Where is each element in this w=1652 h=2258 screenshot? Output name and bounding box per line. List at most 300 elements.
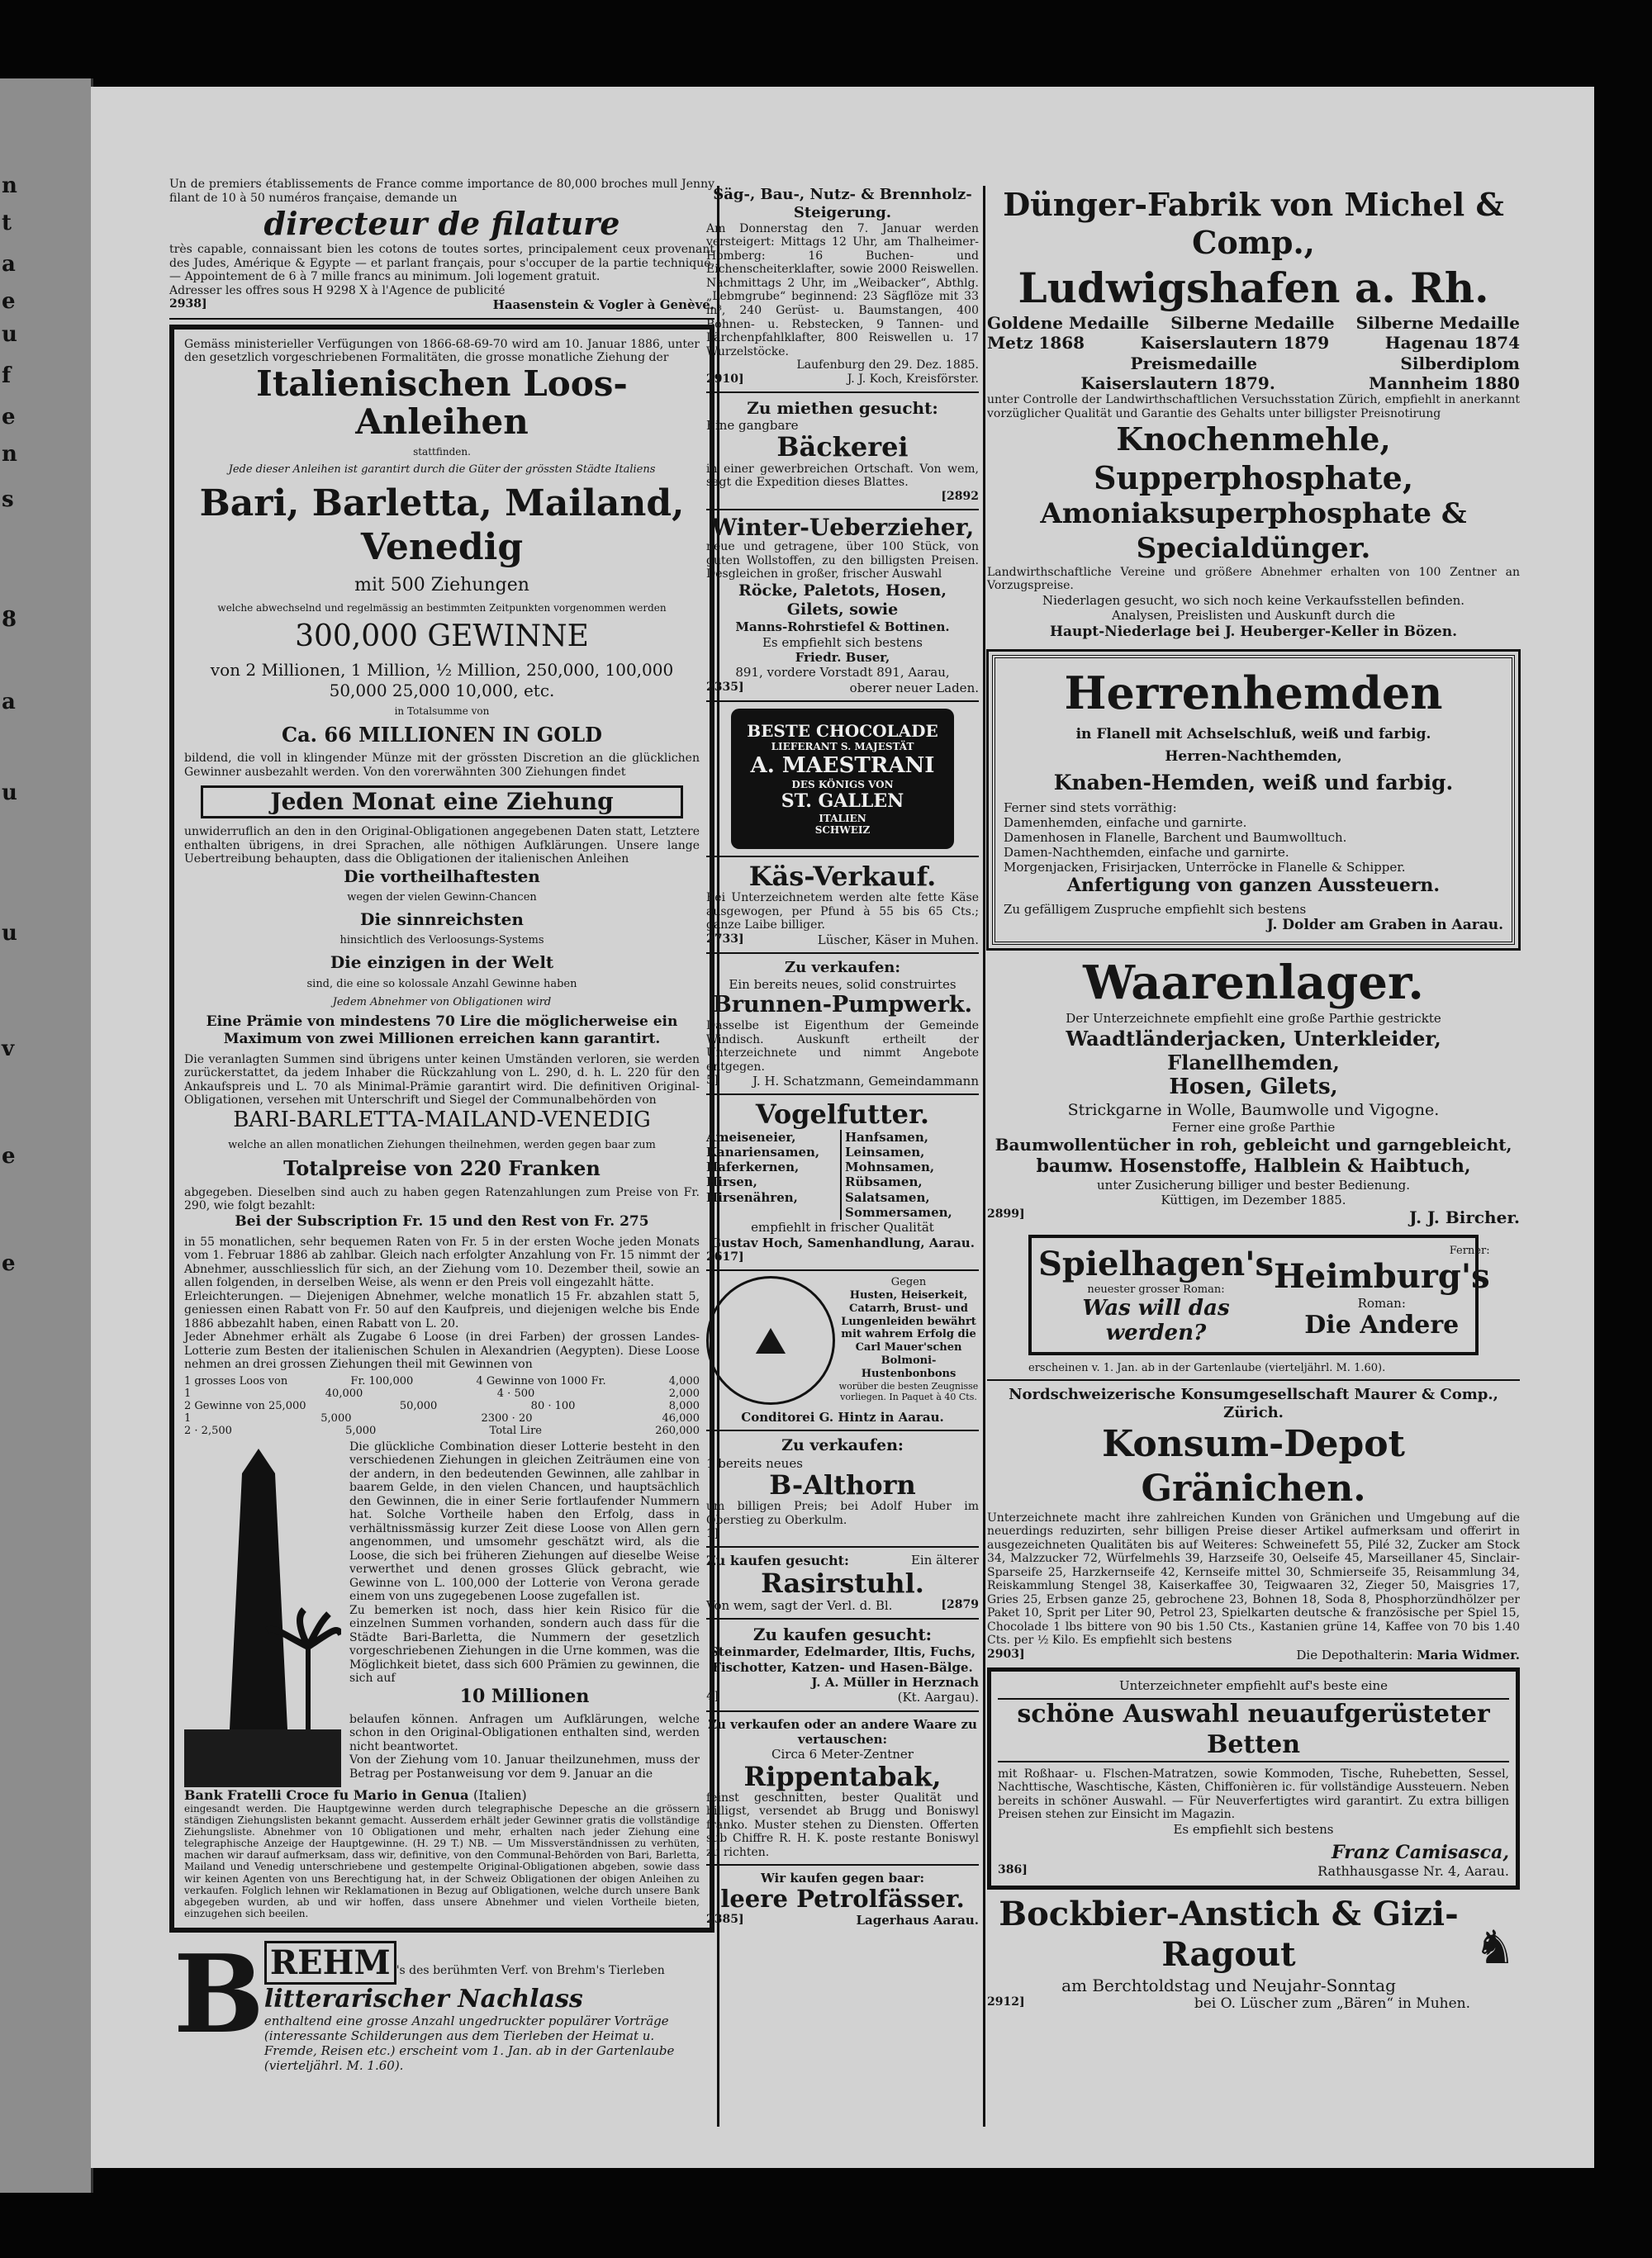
separator <box>706 700 979 702</box>
bockbier-footer <box>987 1995 1470 2013</box>
pump-number: 5] <box>706 1074 720 1088</box>
ad-agency: Haasenstein & Vogler à Genève. <box>492 297 714 313</box>
pump-body: Dasselbe ist Eigenthum der Gemeinde Windisch. Auskunft ertheilt der Unterzeichnete und nimmt Angebote entgegen. <box>706 1019 979 1074</box>
margin-char: 8 <box>2 607 17 632</box>
winter-more: Manns-Rohrstiefel & Bottinen. <box>735 619 950 635</box>
ad-intro: Un de premiers établissements de France comme importance de 80,000 broches mull Jenny filant de 10 à 50 numéros française, demande un <box>169 178 714 205</box>
lottery-total-note: bildend, die voll in klingender Münze mit der grössten Discretion an die glücklichen Gewinner ausbezahlt werden. Von den vorerwähnten 300 Ziehungen findet <box>184 752 700 779</box>
bank-country: (Italien) <box>473 1786 527 1803</box>
prize-cell: 2300 · 20 <box>481 1411 533 1425</box>
column-2 <box>706 91 979 1933</box>
medal-cell: Silberdiplom <box>1400 353 1520 373</box>
beds-l2: mit Roßhaar- u. Flschen-Matratzen, sowie Kommoden, Tische, Ruhebetten, Sessel, Nachttische, Waschtische, Kästen, Chiffonièren ic. für vollständige Aussteuern. Neben bereits in schöner Auswahl. — Für Neuverfertigtes wird garantirt. Zu extra billigen Preisen stehen zur Einsicht im Magazin. <box>998 1767 1509 1822</box>
separator <box>706 1864 979 1866</box>
column-1 <box>169 91 714 1938</box>
cheese-title: Käs-Verkauf. <box>748 860 937 892</box>
medal-cell: Metz 1868 <box>987 333 1085 353</box>
lottery-risk-note: Zu bemerken ist noch, dass hier kein Risico für die einzelnen Summen vorhanden, sondern auch dass für die Städte Bari-Barletta, die Nummern der gesetzlich vorgeschriebenen Ziehungen in die Urne kommen, was die Möglichkeit bietet, dass sich 600 Prämien zu gewinnen, die sich auf <box>349 1603 700 1686</box>
lottery-bblmv-note: welche an allen monatlichen Ziehungen theilnehmen, werden gegen baar zum <box>228 1138 656 1151</box>
warehouse-l8: unter Zusicherung billiger und bester Bedienung. <box>1097 1177 1410 1193</box>
lottery-lower-text <box>349 1440 700 1787</box>
bakery-ad <box>706 398 979 504</box>
fertilizer-depot: Haupt-Niederlage bei J. Heuberger-Keller in Bözen. <box>1049 623 1458 640</box>
fertilizer-note2: Niederlagen gesucht, wo sich noch keine Verkaufsstellen befinden. <box>1042 593 1465 608</box>
bakery-sub: Eine gangbare <box>706 418 799 434</box>
spielhagen-right <box>1274 1245 1490 1345</box>
razor-header <box>706 1553 979 1569</box>
winter-address: 891, vordere Vorstadt 891, Aarau, <box>735 665 950 681</box>
wood-title: Säg-, Bau-, Nutz- & Brennholz-Steigerung. <box>713 186 972 221</box>
tobacco-ad <box>706 1717 979 1860</box>
fertilizer-ad <box>987 186 1520 640</box>
prize-cell: 1 grosses Loos von <box>184 1374 288 1388</box>
brehm-initial: B <box>173 1931 264 2057</box>
prize-cell: 4 Gewinne von 1000 Fr. <box>476 1374 606 1388</box>
konsum-footer <box>987 1648 1520 1663</box>
furs-footer <box>706 1690 979 1705</box>
lottery-p2-note: hinsichtlich des Verloosungs-Systems <box>339 934 544 947</box>
prize-cell: 5,000 <box>320 1411 352 1425</box>
pump-ad <box>706 959 979 1089</box>
prize-cell: 50,000 <box>399 1399 438 1412</box>
prize-row <box>184 1388 700 1400</box>
margin-char: u <box>2 780 17 805</box>
fertilizer-note3: Analysen, Preislisten und Auskunft durch die <box>1112 608 1395 624</box>
prize-cell: 1 <box>184 1387 192 1400</box>
bockbier-l1: am Berchtoldstag und Neujahr-Sonntag <box>1061 1975 1396 1995</box>
prize-row <box>184 1412 700 1425</box>
candy-shop: Conditorei G. Hintz in Aarau. <box>741 1410 944 1425</box>
lottery-each-buyer: Jedem Abnehmer von Obligationen wird <box>332 995 552 1008</box>
margin-char: a <box>2 252 16 277</box>
lottery-bblmv: BARI-BARLETTA-MAILAND-VENEDIG <box>233 1107 651 1132</box>
winter-ad <box>706 515 979 695</box>
bakery-name: Bäckerei <box>776 431 909 463</box>
shirts-l3: Knaben-Hemden, weiß und farbig. <box>1053 770 1454 795</box>
warehouse-title: Waarenlager. <box>1083 956 1424 1010</box>
margin-char: v <box>2 1036 15 1061</box>
brehm-text <box>264 1941 702 2073</box>
brehm-ad <box>173 1931 702 2114</box>
lottery-ten-million-note: belaufen können. Anfragen um Aufklärungen, welche schon in den Original-Obligationen enthalten sind, werden nicht beantwortet. <box>349 1712 700 1753</box>
lottery-combo-note: Die glückliche Combination dieser Lotterie besteht in den verschiedenen Ziehungen in gleichen Zeiträumen eine von der andern, in den bedeutenden Gewinnen, alle zahlbar in baarem Gelde, in den vielen Chancen, und hauptsächlich den Gewinnen, die in einer Serie fortlaufender Nummern hat. Solche Vortheile haben den Erfolg, dass in verhältnissmässig kurzer Zeit diese Loose von Allen gern angenommen, und umsomehr geschätzt wird, als die Loose, die sich bei früheren Ziehungen auf dieselbe Weise verwerthet und denen grosses Glück gebracht, wie Gewinne von L. 100,000 der Lotterie von Verona gerade einem von uns zugegebenen Loose zugefallen ist. <box>349 1440 700 1604</box>
fertilizer-title: Dünger-Fabrik von Michel & Comp., <box>1003 186 1504 262</box>
petrol-number: 2385] <box>706 1912 744 1926</box>
cheese-number: 2733] <box>706 932 744 946</box>
tobacco-name: Rippentabak, <box>743 1760 942 1792</box>
lottery-draws-note: welche abwechselnd und regelmässig an bestimmten Zeitpunkten vorgenommen werden <box>217 601 667 614</box>
althorn-body: um billigen Preis; bei Adolf Huber im Oberstieg zu Oberkulm. <box>706 1499 979 1527</box>
spielhagen-left <box>1038 1245 1274 1345</box>
warehouse-footer <box>987 1207 1520 1227</box>
winter-items: Röcke, Paletots, Hosen, <box>738 581 947 600</box>
prize-cell: 2 Gewinne von 25,000 <box>184 1399 306 1412</box>
margin-char: t <box>2 211 12 235</box>
separator <box>706 1269 979 1271</box>
bakery-title: Zu miethen gesucht: <box>747 397 938 418</box>
medal-cell: Mannheim 1880 <box>1369 372 1520 393</box>
lottery-prizes: 300,000 GEWINNE <box>295 619 589 654</box>
prize-cell: 46,000 <box>662 1411 700 1425</box>
brehm-header <box>173 1931 702 2073</box>
ad-headline: directeur de filature <box>263 205 620 243</box>
lottery-premium: Eine Prämie von mindestens 70 Lire die möglicherweise ein Maximum von zwei Millionen erreichen kann garantirt. <box>206 1013 678 1048</box>
razor-name: Rasirstuhl. <box>761 1567 924 1599</box>
winter-number: 2335] <box>706 680 744 694</box>
margin-char: n <box>2 173 17 198</box>
separator <box>706 1093 979 1095</box>
lottery-bank <box>184 1787 700 1803</box>
separator <box>706 1710 979 1712</box>
prize-cell: 1 <box>184 1411 192 1425</box>
prize-cell: 2,000 <box>668 1387 700 1400</box>
brehm-line1: 's des berühmten Verf. von Brehm's Tierleben <box>396 1964 665 1977</box>
separator <box>706 391 979 393</box>
bockbier-l2: bei O. Lüscher zum „Bären“ in Muhen. <box>1194 1995 1470 2012</box>
konsum-signer-block <box>1296 1648 1520 1663</box>
prize-cell: Fr. 100,000 <box>350 1374 414 1388</box>
separator <box>706 1618 979 1620</box>
candy-against: Gegen <box>890 1276 927 1289</box>
pump-name: Brunnen-Pumpwerk. <box>712 992 973 1018</box>
margin-char: n <box>2 442 17 467</box>
althorn-name: B-Althorn <box>769 1468 916 1501</box>
medal-cell: Preismedaille <box>1130 353 1257 373</box>
shirts-l7: Damen-Nachthemden, einfache und garnirte. <box>1004 845 1289 861</box>
prize-cell: 4,000 <box>668 1374 700 1388</box>
shirts-l2: Herren-Nachthemden, <box>1165 747 1342 765</box>
brehm-line <box>264 1941 702 1985</box>
mountain-walker-emblem-icon: ⛰ <box>706 1276 835 1405</box>
petrol-ad <box>706 1871 979 1927</box>
lottery-closing: eingesandt werden. Die Hauptgewinne werden durch telegraphische Depesche an die grössern ständigen Ziehungslisten bekannt gemacht. Ausserdem erhält jeder Gewinner gratis die vollständige Ziehungsliste. Abnehmer von 10 Obligationen und mehr, erhalten nach jeder Ziehung eine telegraphische Anzeige der Hauptgewinne. (H. 29 T.) NB. — Um Missverständnissen zu verhüten, machen wir darauf aufmerksam, dass wir, definitive, von den Communal-Behörden von Bari, Barletta, Mailand und Venedig unterschriebene und gestempelte Original-Obligationen abgeben, sowie dass wir keinen Agenten von uns Berechtigung hat, in der Schweiz Obligationen der obigen Anleihen zu verkaufen. Folglich lehnen wir Reklamationen in Bezug auf Obligationen, welche durch unsere Bank abgegeben wurden, ab und wir hoffen, dass unsere Abnehmer und vielen Vortheile bieten, einzugehen sich beeilen. <box>184 1802 700 1920</box>
medal-row <box>987 353 1520 373</box>
candy-note: worüber die besten Zeugnisse vorliegen. In Paquet à 40 Cts. <box>838 1380 979 1403</box>
separator <box>987 1379 1520 1381</box>
wood-footer <box>706 372 979 387</box>
birdfood-body: empfiehlt in frischer Qualität <box>751 1220 934 1236</box>
birdfood-lists <box>706 1130 979 1221</box>
spielhagen-book2: Die Andere <box>1304 1310 1460 1340</box>
shirts-l5: Damenhemden, einfache und garnirte. <box>1004 815 1247 831</box>
winter-suffix: oberer neuer Laden. <box>849 680 979 695</box>
spielhagen-name1: Spielhagen's <box>1038 1244 1274 1283</box>
winter-body: neue und getragene, über 100 Stück, von guten Wollstoffen, zu den billigsten Preisen. Desgleichen in großer, frischer Auswahl <box>706 540 979 581</box>
althorn-sub: 1 bereits neues <box>706 1455 803 1471</box>
cheese-signer: Lüscher, Käser in Muhen. <box>817 932 979 947</box>
separator <box>706 952 979 954</box>
lottery-cities: Bari, Barletta, Mailand, Venedig <box>199 481 685 569</box>
konsum-ad <box>987 1386 1520 1663</box>
chocolate-l6: ITALIEN <box>819 812 866 824</box>
konsum-number: 2903] <box>987 1647 1025 1661</box>
chocolate-l5: ST. GALLEN <box>781 790 904 813</box>
shirts-l10: Zu gefälligem Zuspruche empfiehlt sich bestens <box>1004 902 1307 917</box>
tobacco-sub: Circa 6 Meter-Zentner <box>771 1747 914 1762</box>
furs-body: Steinmarder, Edelmarder, Iltis, Fuchs, Fischotter, Katzen- und Hasen-Bälge. <box>710 1644 976 1675</box>
ad-footer <box>169 297 714 312</box>
pump-signer: J. H. Schatzmann, Gemeindammann <box>752 1074 979 1089</box>
lottery-p3: Die einzigen in der Welt <box>330 952 554 973</box>
furs-place: (Kt. Aargau). <box>897 1690 979 1705</box>
wood-signer: J. J. Koch, Kreisförster. <box>847 372 979 386</box>
lottery-price: Totalpreise von 220 Franken <box>283 1156 601 1181</box>
beds-name: Franz Camisasca, <box>1332 1841 1509 1863</box>
ad-body: très capable, connaissant bien les cotons de toutes sortes, principalement ceux provenant des Judes, Amérique & Egypte — et parlant français, pour s'occuper de la partie technique. — Appointement de 6 à 7 mille francs au minimum. Joli logement gratuit. <box>169 243 714 284</box>
birdfood-left: Ameiseneier, Kanariensamen, Haferkernen, Hirsen, Hirsenähren, <box>706 1129 820 1205</box>
lottery-relief: Erleichterungen. — Diejenigen Abnehmer, welche monatlich 15 Fr. abzahlen statt 5, geniessen einen Rabatt von Fr. 50 auf den Kaufpreis, und diejenigen welche bis Ende 1886 abbezahlt haben, einen Rabatt von L. 20. <box>184 1289 700 1331</box>
althorn-title: Zu verkaufen: <box>781 1436 904 1455</box>
pump-title: Zu verkaufen: <box>784 958 901 976</box>
althorn-number: 1] <box>706 1527 720 1541</box>
obelisk-illustration <box>184 1440 341 1787</box>
wood-auction <box>706 186 979 387</box>
column-3 <box>987 91 1520 2018</box>
warehouse-signer: J. J. Bircher. <box>1409 1207 1520 1228</box>
prize-row <box>184 1375 700 1388</box>
razor-ad <box>706 1553 979 1613</box>
razor-body: Von wem, sagt der Verl. d. Bl. <box>706 1597 893 1613</box>
warehouse-l6: Baumwollentücher in roh, gebleicht und garngebleicht, <box>995 1135 1512 1155</box>
brehm-title: litterarischer Nachlass <box>263 1985 583 2014</box>
birdfood-number: 2617] <box>706 1250 744 1264</box>
separator <box>706 856 979 857</box>
winter-name: Friedr. Buser, <box>795 649 890 665</box>
medal-table <box>987 313 1520 394</box>
beds-l1: Unterzeichneter empfiehlt auf's beste eine <box>1118 1678 1389 1694</box>
fertilizer-products2: Amoniaksuperphosphate & Specialdünger. <box>1040 497 1467 565</box>
petrol-title: Wir kaufen gegen baar: <box>760 1871 925 1886</box>
shirts-l8: Morgenjacken, Frisirjacken, Unterröcke in Flanelle & Schipper. <box>1004 860 1406 875</box>
margin-char: s <box>2 487 14 512</box>
separator <box>706 1430 979 1431</box>
shirts-ad <box>992 655 1515 945</box>
prize-cell: Total Lire <box>489 1424 542 1437</box>
margin-char: e <box>2 405 16 429</box>
warehouse-l5: Ferner eine große Parthie <box>1171 1120 1336 1136</box>
beds-address: Rathhausgasse Nr. 4, Aarau. <box>1317 1862 1509 1879</box>
konsum-body: Unterzeichnete macht ihre zahlreichen Kunden von Gränichen und Umgebung auf die neuerdings reduzirten, sehr billigen Preise dieser Artikel aufmerksam und offerirt in ausgezeichneten Qualitäten bis auf Weiteres: Schweinefett 55, Pilé 32, Zucker am Stock 34, Malzzucker 72, Würfelmehls 39, Harzseife 30, Oelseife 45, Marseillaner 45, Sinclair-Sparseife 25, Harzkernseife 42, Kernseife mittel 30, Schmierseife 35, Reisammlung 34, Reiskammlung Stengel 38, Kaiserkaffee 30, Teigwaaren 32, Zieger 50, Maisgries 17, Gries 25, Erbsen ganze 25, gebrochene 23, Bohnen 18, Soda 8, Phosphorzündhölzer per Paket 10, Sprit per Liter 90, Petrol 23, Spielkarten deutsche & französische per Spiel 15, Chocolade 1 lbs bittere von 90 bis 1.50 Cts., Kastanien grüne 14, Kaffee von 70 bis 1.40 Cts. per ½ Kilo. Es empfiehlt sich bestens <box>987 1511 1520 1648</box>
spielhagen-tag1: neuester grosser Roman: <box>1087 1283 1225 1296</box>
petrol-name: leere Petrolfässer. <box>720 1884 965 1913</box>
margin-char: a <box>2 690 16 714</box>
lottery-lower <box>184 1440 700 1787</box>
prize-cell: 4 · 500 <box>496 1387 535 1400</box>
tobacco-body: feinst geschnitten, bester Qualität und billigst, versendet ab Brugg und Boniswyl franko. Muster stehen zu Diensten. Offerten sub Chiffre R. H. K. poste restante Boniswyl zu richten. <box>706 1791 979 1859</box>
shirts-l9: Anfertigung von ganzen Aussteuern. <box>1066 875 1441 897</box>
lottery-stattfinden: stattfinden. <box>413 446 471 458</box>
warehouse-l7: baumw. Hosenstoffe, Halblein & Haibtuch, <box>1036 1155 1471 1177</box>
ad-directeur <box>169 178 714 313</box>
shirts-l6: Damenhosen in Flanelle, Barchent und Baumwolltuch. <box>1004 830 1347 846</box>
medal-cell: Hagenau 1874 <box>1384 333 1520 353</box>
warehouse-l3: Hosen, Gilets, <box>1169 1074 1338 1100</box>
prize-cell: 5,000 <box>345 1424 377 1437</box>
bockbier-text <box>987 1895 1470 2013</box>
lottery-monthly: Jeden Monat eine Ziehung <box>201 785 683 818</box>
lottery-price-note: abgegeben. Dieselben sind auch zu haben gegen Ratenzahlungen zum Preise von Fr. 290, wie folgt bezahlt: <box>184 1185 700 1213</box>
prize-row <box>184 1425 700 1437</box>
margin-char: e <box>2 289 16 314</box>
separator <box>706 509 979 510</box>
medal-cell: Silberne Medaille <box>1170 312 1335 333</box>
medal-cell: Goldene Medaille <box>987 312 1150 333</box>
candy-text <box>838 1276 979 1405</box>
konsum-title: Konsum-Depot Gränichen. <box>1102 1423 1405 1510</box>
spielhagen-footer: erscheinen v. 1. Jan. ab in der Gartenlaube (vierteljährl. M. 1.60). <box>1028 1361 1386 1374</box>
konsum-signer: Maria Widmer. <box>1417 1647 1520 1663</box>
birdfood-ad <box>706 1100 979 1264</box>
lottery-subscription: Bei der Subscription Fr. 15 und den Rest von Fr. 275 <box>235 1212 649 1230</box>
shirts-l4: Ferner sind stets vorräthig: <box>1004 800 1177 816</box>
warehouse-l1: Der Unterzeichnete empfiehlt eine große Parthie gestrickte <box>1066 1011 1441 1027</box>
warehouse-ad <box>987 955 1520 1228</box>
althorn-ad <box>706 1436 979 1541</box>
column-divider <box>983 186 985 2127</box>
prize-cell: 2 · 2,500 <box>184 1424 232 1437</box>
margin-char: e <box>2 1144 16 1169</box>
prize-row <box>184 1400 700 1412</box>
beds-footer <box>998 1863 1509 1879</box>
lottery-p3-note: sind, die eine so kolossale Anzahl Gewinne haben <box>306 977 577 990</box>
lottery-monthly-note: unwiderruflich an den in den Original-Obligationen angegebenen Daten statt, Letztere enthalten übrigens, in drei Sprachen, alle nöthigen Aufklärungen. Unsere lange Uebertreibung behaupten, dass die Obligationen der italienischen Anleihen <box>184 825 700 866</box>
chocolate-l7: SCHWEIZ <box>814 823 871 836</box>
lottery-amounts: von 2 Millionen, 1 Million, ½ Million, 250,000, 100,000 50,000 25,000 10,000, etc. <box>210 660 674 700</box>
prize-table <box>184 1375 700 1437</box>
previous-page-edge <box>0 78 93 2193</box>
ad-address: Adresser les offres sous H 9298 X à l'Agence de publicité <box>169 283 506 297</box>
margin-char: e <box>2 1251 16 1276</box>
warehouse-l4: Strickgarne in Wolle, Baumwolle und Vigogne. <box>1067 1100 1440 1119</box>
bakery-number: [2892 <box>941 489 979 503</box>
ad-number: 2938] <box>169 297 207 311</box>
chocolate-l2: LIEFERANT S. MAJESTÄT <box>771 741 914 753</box>
candy-body: Husten, Heiserkeit, Catarrh, Brust- und Lungenleiden bewährt mit wahrem Erfolg die Carl Mauer'schen Bolmoni-Hustenbonbons <box>841 1288 976 1381</box>
beds-number: 386] <box>998 1862 1028 1876</box>
separator <box>706 1546 979 1548</box>
spielhagen-book1: Was will das werden? <box>1082 1295 1230 1345</box>
brehm-body: enthaltend eine grosse Anzahl ungedruckter populärer Vorträge (interessante Schilderungen aus dem Tierleben der Heimat u. Fremde, Reisen etc.) erscheint vom 1. Jan. ab in der Gartenlaube (vierteljährl. M. 1.60). <box>263 2014 675 2073</box>
chocolate-l1: BESTE CHOCOLADE <box>747 721 938 742</box>
lottery-ten-million: 10 Millionen <box>459 1685 590 1707</box>
wood-date: Laufenburg den 29. Dez. 1885. <box>796 358 979 372</box>
lottery-total: Ca. 66 MILLIONEN IN GOLD <box>282 722 602 747</box>
cheese-body: Bei Unterzeichnetem werden alte fette Käse ausgewogen, per Pfund à 55 bis 65 Cts.; ganze Laibe billiger. <box>706 891 979 932</box>
beds-ad <box>987 1667 1520 1890</box>
pump-footer <box>706 1074 979 1089</box>
konsum-header: Nordschweizerische Konsumgesellschaft Maurer & Comp., Zürich. <box>1009 1386 1498 1422</box>
fertilizer-body: unter Controlle der Landwirthschaftlichen Versuchsstation Zürich, empfiehlt in anerkannt vorzüglicher Qualität und Garantie des Gehalts unter billigster Preisnotirung <box>987 393 1520 420</box>
margin-char: f <box>2 363 12 388</box>
shirts-signer: J. Dolder am Graben in Aarau. <box>1266 917 1503 933</box>
lottery-p1: Die vortheilhaftesten <box>344 866 540 886</box>
medal-row <box>987 333 1520 353</box>
maestrani-logo <box>731 709 954 849</box>
bockbier-ad <box>987 1895 1520 2013</box>
razor-title: Zu kaufen gesucht: <box>706 1553 849 1569</box>
beds-l3: Es empfiehlt sich bestens <box>1173 1821 1334 1837</box>
lottery-title: Italienischen Loos-Anleihen <box>256 363 628 442</box>
chocolate-l4: DES KÖNIGS VON <box>791 778 894 790</box>
fertilizer-products1: Knochenmehle, Supperphosphate, <box>1093 420 1414 496</box>
winter-title: Winter-Ueberzieher, <box>710 513 975 541</box>
prize-cell: 40,000 <box>325 1387 363 1400</box>
tobacco-title: Zu verkaufen oder an andere Waare zu vertauschen: <box>708 1716 977 1747</box>
chocolate-l3: A. MAESTRANI <box>750 752 935 778</box>
lottery-total-label: in Totalsumme von <box>394 705 490 718</box>
shirts-title: Herrenhemden <box>1064 666 1443 720</box>
fertilizer-note1: Landwirthschaftliche Vereine und größere Abnehmer erhalten von 100 Zentner an Vorzugspreise. <box>987 565 1520 593</box>
lottery-draws: mit 500 Ziehungen <box>354 574 529 595</box>
fertilizer-city: Ludwigshafen a. Rh. <box>1018 263 1489 312</box>
brehm-name: REHM <box>264 1941 396 1985</box>
birdfood-title: Vogelfutter. <box>755 1098 930 1131</box>
konsum-signer-label: Die Depothalterin: <box>1296 1647 1413 1663</box>
warehouse-number: 2899] <box>987 1207 1025 1222</box>
birdfood-name: Gustav Hoch, Samenhandlung, Aarau. <box>710 1235 975 1250</box>
spielhagen-tag2: Roman: <box>1357 1295 1406 1311</box>
candy-ad <box>706 1276 979 1405</box>
medal-row <box>987 313 1520 333</box>
prize-cell: 8,000 <box>668 1399 700 1412</box>
wood-body: Am Donnerstag den 7. Januar werden versteigert: Mittags 12 Uhr, am Thalheimer-Homberg: 16 Buchen- und Eichenscheiterklafter, sowie 2000 Reiswellen. Nachmittags 2 Uhr, im „Weibacker“, Abthlg. „Lebmgrube“ beginnend: 23 Sägflöze mit 33 m³, 240 Gerüst- u. Baumstangen, 400 Bohnen- u. Rebstecken, 9 Tannen- und Lärchenpfahlklafter, 800 Reiswellen u. 17 Wurzelstöcke. <box>706 221 979 358</box>
spielhagen-name2: Heimburg's <box>1273 1256 1490 1296</box>
petrol-footer <box>706 1913 979 1928</box>
margin-char: u <box>2 322 17 347</box>
medal-cell: Kaiserslautern 1879. <box>1080 372 1275 393</box>
cheese-footer <box>706 932 979 947</box>
furs-title: Zu kaufen gesucht: <box>752 1625 933 1645</box>
beds-title: schöne Auswahl neuaufgerüsteter Betten <box>998 1698 1509 1762</box>
spielhagen-ferner: Ferner: <box>1449 1244 1490 1257</box>
lottery-intro: Gemäss ministerieller Verfügungen von 1866-68-69-70 wird am 10. Januar 1886, unter den gesetzlich vorgeschriebenen Formalitäten, die grosse monatliche Ziehung der <box>184 337 700 365</box>
medal-row <box>987 373 1520 393</box>
lottery-subscription-note: in 55 monatlichen, sehr bequemen Raten von Fr. 5 in der ersten Woche jeden Monats vom 1. Februar 1886 ab zahlbar. Gleich nach erfolgter Anzahlung von Fr. 15 nimmt der Abnehmer, ausschliesslich für sich, an der Ziehung vom 10. Dezember theil, sowie an allen folgenden, in derselben Weise, als wenn er den Preis voll eingezahlt hätte. <box>184 1235 700 1290</box>
bank-name: Bank Fratelli Croce fu Mario in Genua <box>184 1786 469 1803</box>
separator <box>169 318 714 320</box>
razor-number: [2879 <box>941 1597 979 1611</box>
winter-gilets: Gilets, sowie <box>786 600 899 619</box>
warehouse-l2: Waadtländerjacken, Unterkleider, Flanellhemden, <box>1066 1026 1441 1074</box>
lottery-deadline: Von der Ziehung vom 10. Januar theilzunehmen, muss der Betrag per Postanweisung vor dem 9. Januar an die <box>349 1753 700 1781</box>
shirts-l1: in Flanell mit Achselschluß, weiß und farbig. <box>1075 726 1431 743</box>
pump-sub: Ein bereits neues, solid construirtes <box>729 976 957 992</box>
furs-name: J. A. Müller in Herznach <box>811 1675 979 1691</box>
lottery-refund-note: Die veranlagten Summen sind übrigens unter keinen Umständen verloren, sie werden zurückerstattet, da jedem Inhaber die Rückzahlung von L. 290, d. h. L. 220 für den Ankaufspreis und L. 70 als Minimal-Prämie garantirt wird. Die definitiven Original-Obligationen, versehen mit Unterschrift und Siegel der Communalbehörden von <box>184 1052 700 1108</box>
medal-cell: Silberne Medaille <box>1355 312 1520 333</box>
birdfood-right: Hanfsamen, Leinsamen, Mohnsamen, Rübsamen, Salatsamen, Sommersamen, <box>840 1130 979 1221</box>
petrol-signer: Lagerhaus Aarau. <box>856 1912 979 1928</box>
prize-cell: 80 · 100 <box>530 1399 576 1412</box>
lottery-p1-note: wegen der vielen Gewinn-Chancen <box>347 891 537 904</box>
razor-footer <box>706 1598 979 1613</box>
bockbier-number: 2912] <box>987 1995 1025 2009</box>
medal-cell: Kaiserslautern 1879 <box>1140 333 1330 353</box>
goat-icon: ♞ <box>1474 1921 1517 1976</box>
bakery-body: in einer gewerbreichen Ortschaft. Von wem, sagt die Expedition dieses Blattes. <box>706 462 979 490</box>
razor-sub: Ein älterer <box>910 1553 979 1568</box>
lottery-bonus: Jeder Abnehmer erhält als Zugabe 6 Loose (in drei Farben) der grossen Landes-Lotterie zum Besten der italienischen Schulen in Alexandrien (Aegypten). Diese Loose nehmen an drei grossen Ziehungen theil mit Gewinnen von <box>184 1331 700 1372</box>
lottery-guarantee: Jede dieser Anleihen ist garantirt durch die Güter der grössten Städte Italiens <box>228 463 656 476</box>
warehouse-l9: Küttigen, im Dezember 1885. <box>1161 1192 1346 1207</box>
lottery-ad <box>169 325 714 1933</box>
winter-recommend: Es empfiehlt sich bestens <box>762 634 923 650</box>
cheese-ad <box>706 862 979 947</box>
bockbier-title: Bockbier-Anstich & Gizi-Ragout <box>999 1894 1459 1974</box>
spielhagen-ad <box>1028 1235 1490 1355</box>
prize-cell: 260,000 <box>655 1424 700 1437</box>
winter-footer <box>706 681 979 695</box>
